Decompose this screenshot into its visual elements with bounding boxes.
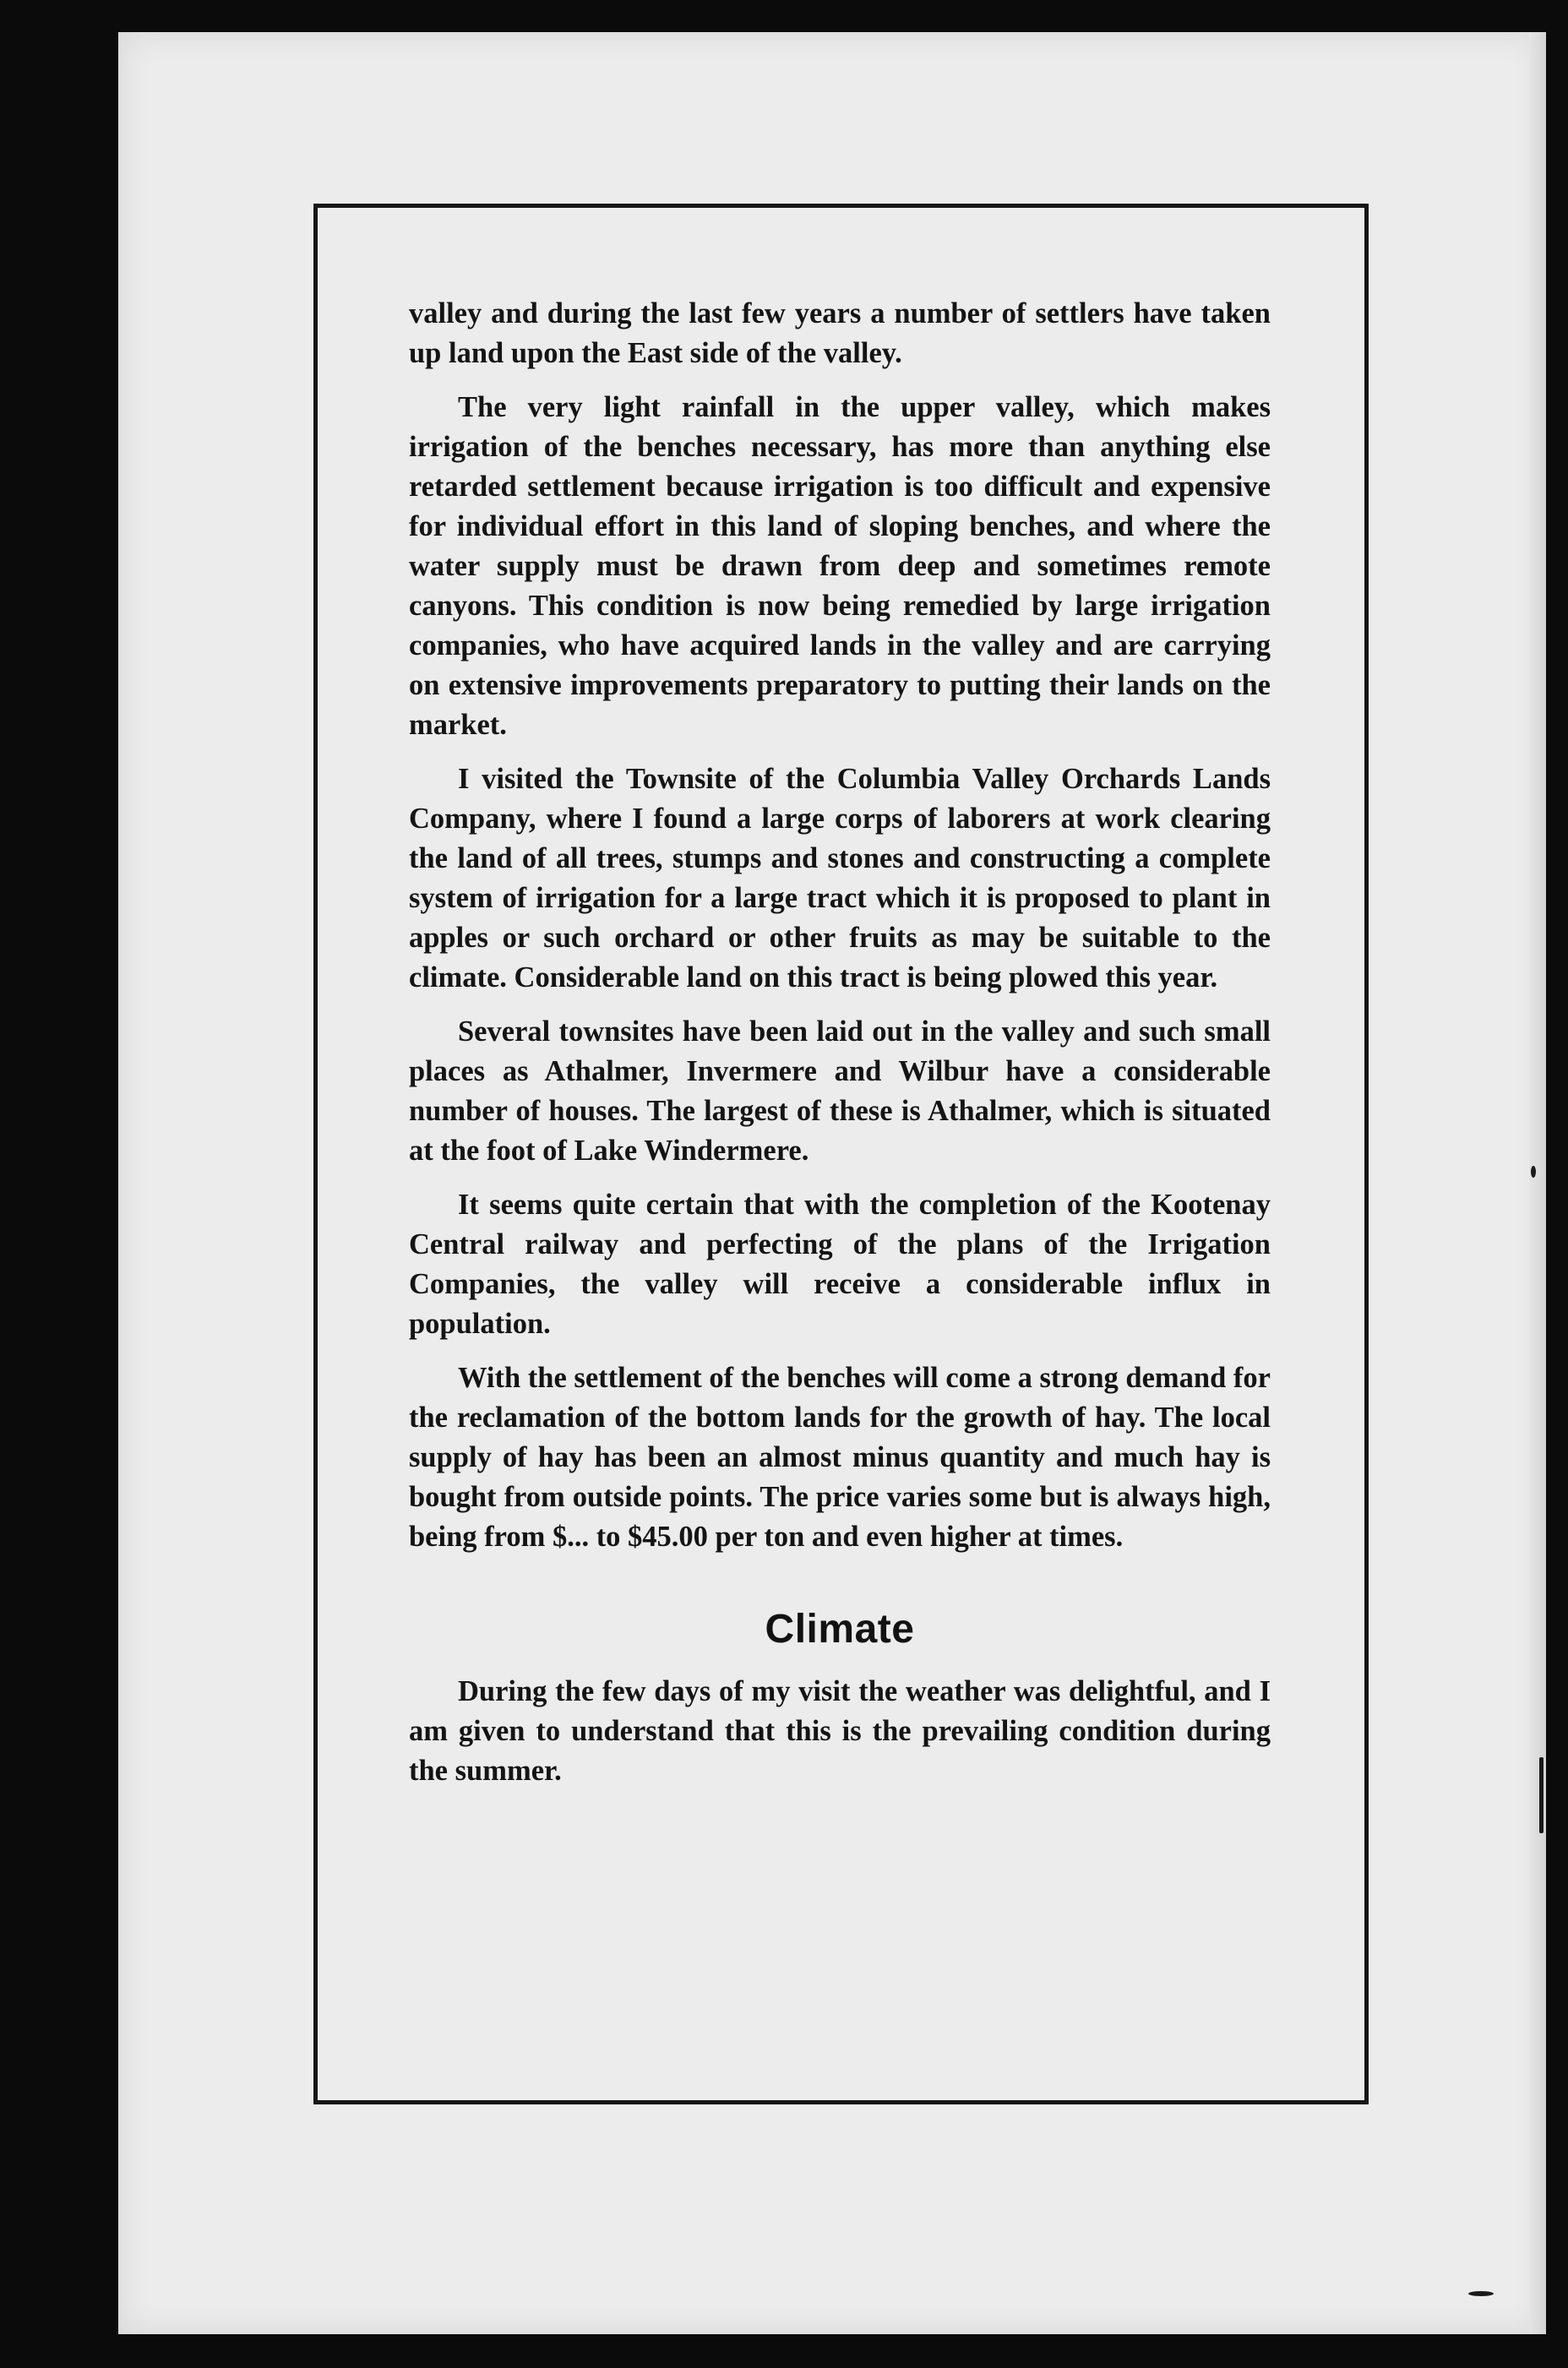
paragraph-hay: With the settlement of the benches will come a strong demand for the reclamation of the bottom lands for the growth of hay. The local supply of hay has been an almost minus quantity and much hay is bought from outside points. The price varies some but is always high, being from $... to $45.00 per ton and even higher at times. (409, 1362, 1271, 1553)
section-heading-climate: Climate (765, 1607, 915, 1652)
paragraph-townsites: Several townsites have been laid out in the valley and such small places as Athalmer, Invermere and Wilbur have a considerable number of houses. The largest of these is Athalmer, which is situated at the foot of Lake Windermere. (409, 1015, 1271, 1167)
paragraph-townsite-visit: I visited the Townsite of the Columbia Valley Orchards Lands Company, where I found a large corps of laborers at work clearing the land of all trees, stumps and stones and constructing a complete system of irrigation for a large tract which it is proposed to plant in apples or such orchard or other fruits as may be suitable to the climate. Considerable land on this tract is being plowed this year. (409, 763, 1271, 993)
paragraph-rainfall: The very light rainfall in the upper valley, which makes irrigation of the benches necessary, has more than anything else retarded settlement because irrigation is too difficult and expensive for individual effort in this land of sloping benches, and where the water supply must be drawn from deep and sometimes remote canyons. This condition is now being remedied by large irrigation companies, who have acquired lands in the valley and are carrying on extensive improvements preparatory to putting their lands on the market. (409, 391, 1271, 741)
article-body (409, 294, 1271, 1805)
paragraph-railway: It seems quite certain that with the completion of the Kootenay Central railway and perfecting of the plans of the Irrigation Companies, the valley will receive a considerable influx in population. (409, 1189, 1271, 1340)
scan-speck (1531, 1166, 1536, 1178)
page-edge (1529, 32, 1546, 2334)
scan-speck (1468, 2291, 1494, 2296)
scan-speck (1539, 1757, 1544, 1833)
paragraph-settlers: valley and during the last few years a number of settlers have taken up land upon the East side of the valley. (409, 297, 1271, 369)
paragraph-weather: During the few days of my visit the weather was delightful, and I am given to understand that this is the prevailing condition during the summer. (409, 1675, 1271, 1787)
